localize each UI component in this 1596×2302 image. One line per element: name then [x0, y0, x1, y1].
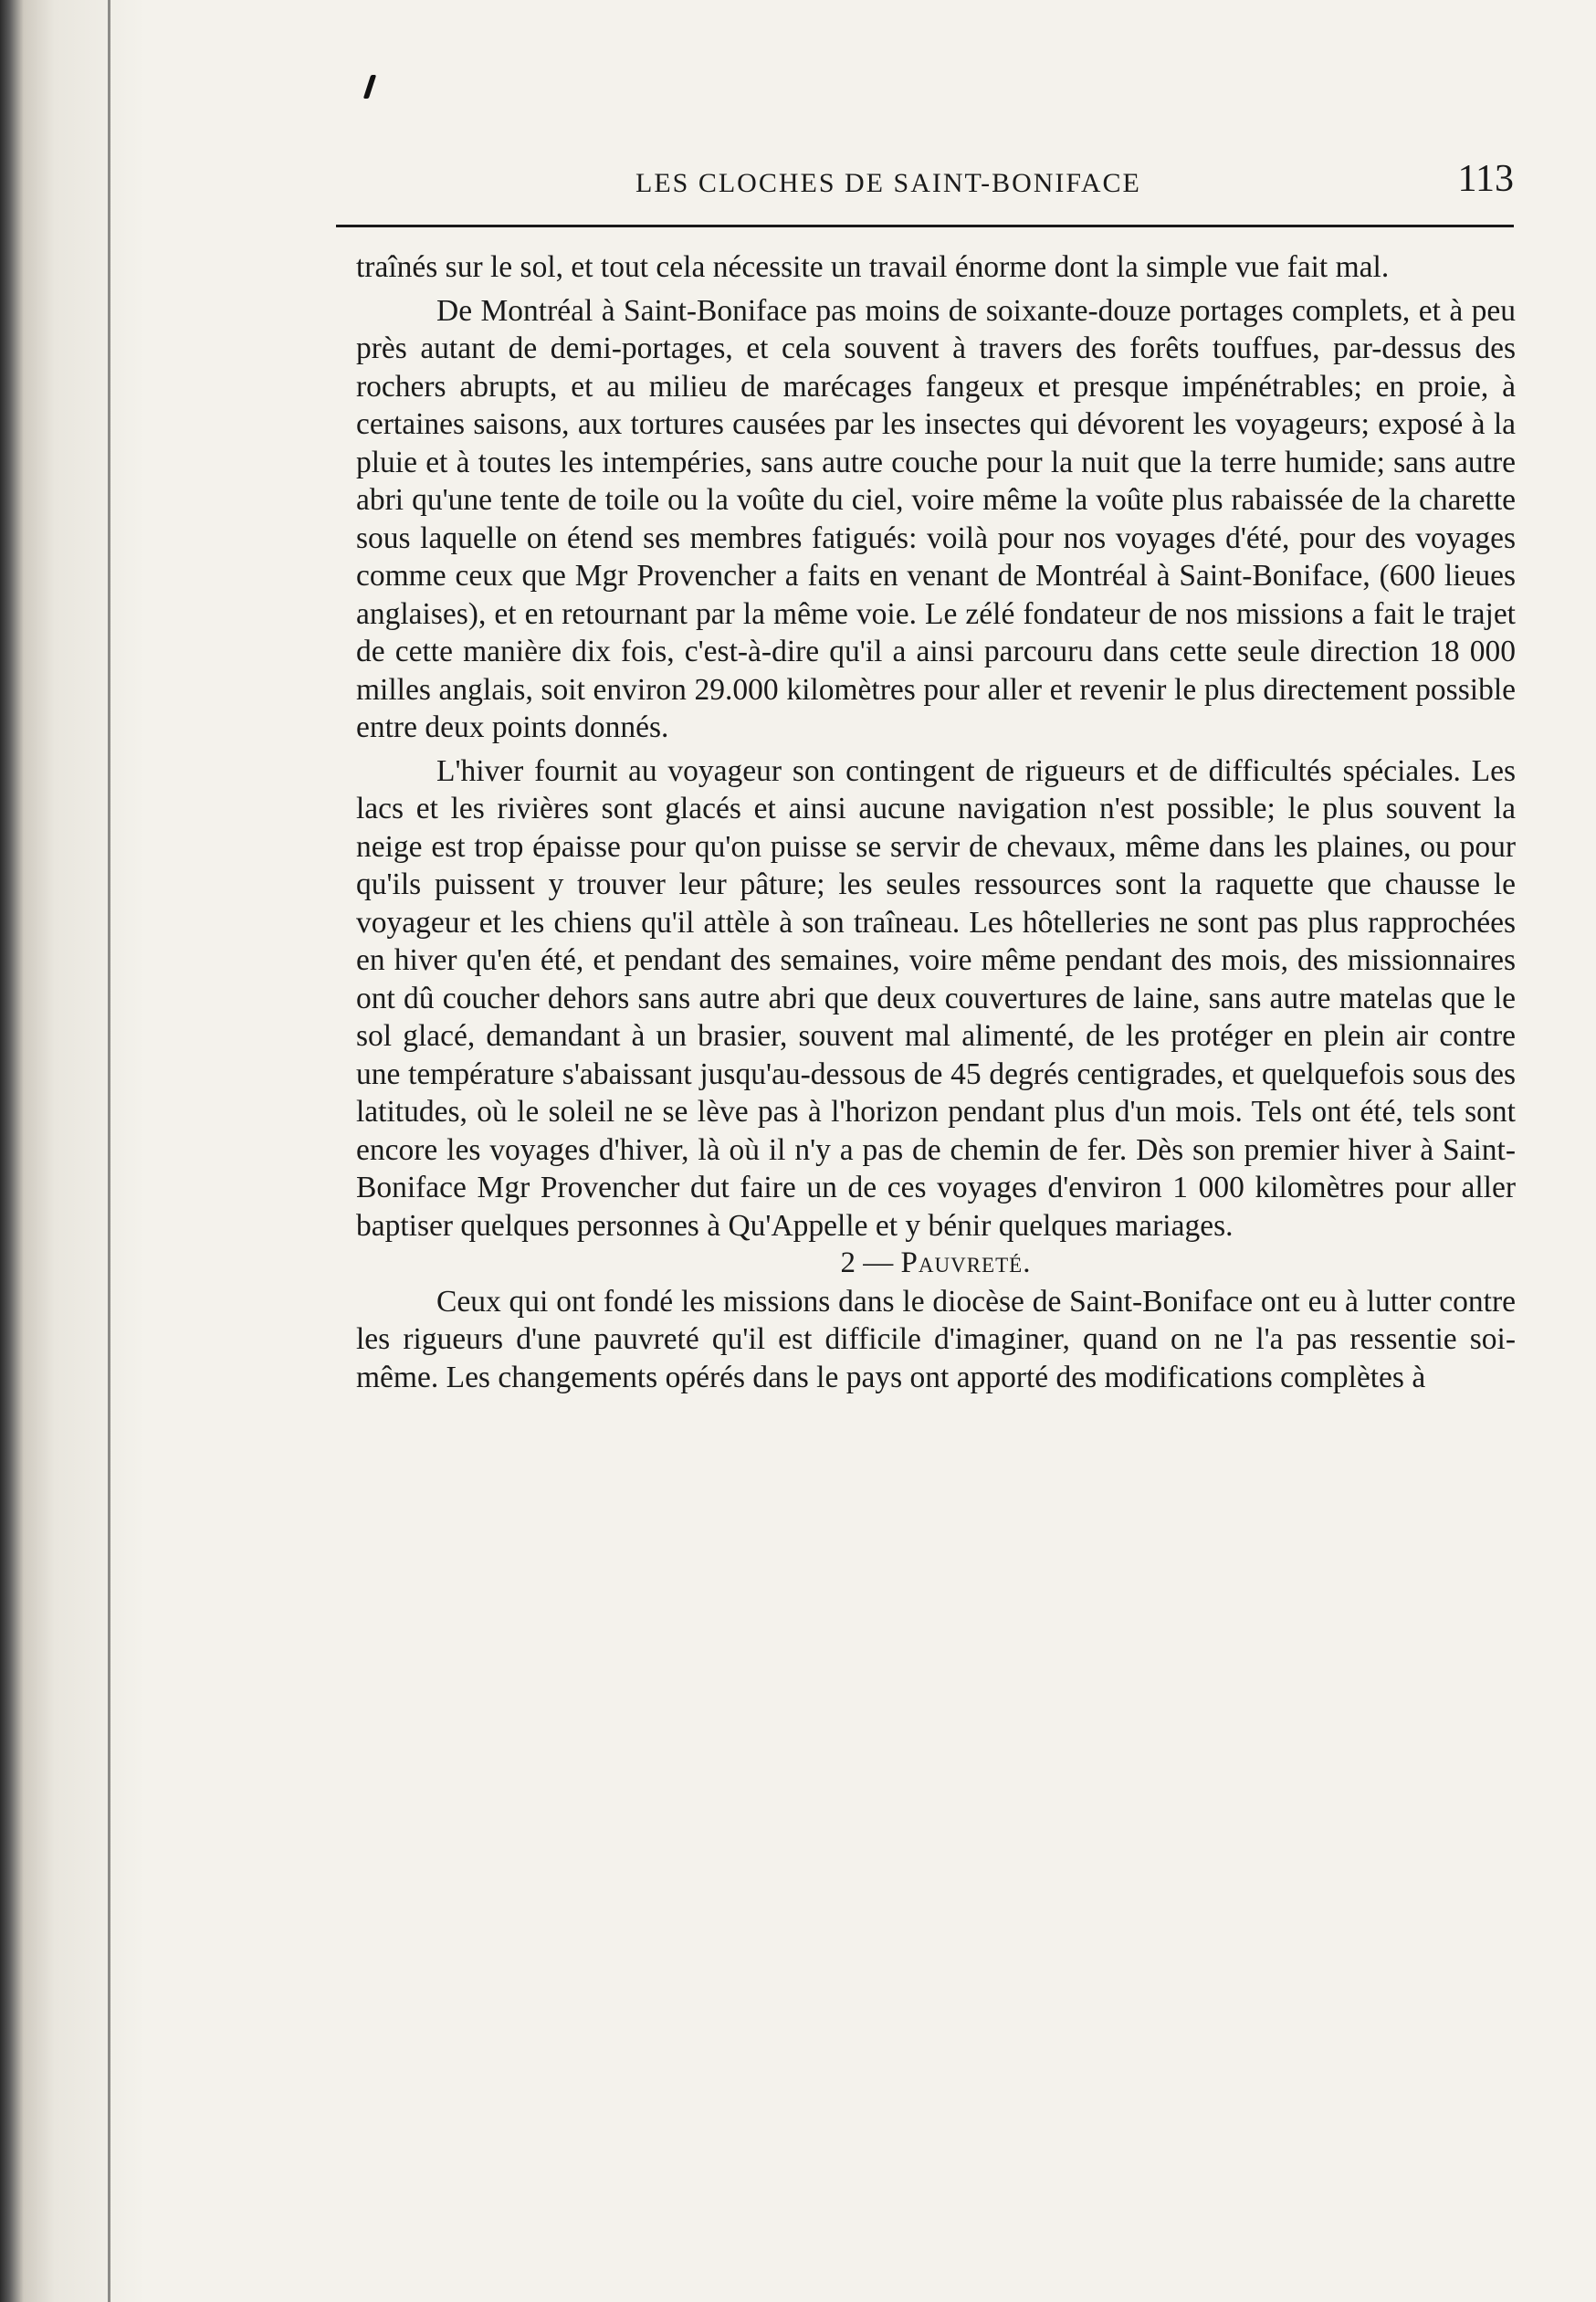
paragraph-summer-travel: De Montréal à Saint-Boniface pas moins de soixante-douze portages complets, et à peu près autant de demi-portages, et cela souvent à travers des forêts touffues, par-dessus des rochers abrupts, et au milieu de marécages fangeux et presque impénétrables; en proie, à certaines saisons, aux tortures causées par les insectes qui dévorent les voyageurs; exposé à la pluie et à toutes les intempéries, sans autre couche pour la nuit que la terre humide; sans autre abri qu'une tente de toile ou la voûte du ciel, voire même la voûte plus rabaissée de la charette sous laquelle on étend ses membres fatigués: voilà pour nos voyages d'été, pour des voyages comme ceux que Mgr Provencher a faits en venant de Montréal à Saint-Boniface, (600 lieues anglaises), et en retournant par la même voie. Le zélé fondateur de nos missions a fait le trajet de cette manière dix fois, c'est-à-dire qu'il a ainsi parcouru dans cette seule direction 18 000 milles anglais, soit environ 29.000 kilomètres pour aller et revenir le plus directement possible entre deux points donnés.: [356, 293, 1516, 744]
paragraph-continuation: traînés sur le sol, et tout cela nécessite un travail énorme dont la simple vue fait mal.: [356, 250, 1390, 284]
book-binding-shadow: [0, 0, 151, 2302]
section-number: 2 —: [840, 1246, 894, 1279]
page-number: 113: [1457, 158, 1514, 200]
header-rule: [336, 225, 1514, 227]
section-heading: [356, 1245, 1516, 1283]
page-header: [336, 153, 1514, 208]
paragraph-poverty: Ceux qui ont fondé les missions dans le diocèse de Saint-Boniface ont eu à lutter contre les rigueurs d'une pauvreté qu'il est difficile d'imaginer, quand on ne l'a pas ressentie soi-même. Les changements opérés dans le pays ont apporté des modifications complètes à: [356, 1284, 1516, 1394]
ink-mark: [363, 75, 376, 99]
section-title: Pauvreté.: [900, 1246, 1032, 1279]
running-title: LES CLOCHES DE SAINT-BONIFACE: [635, 168, 1141, 198]
paragraph-winter-travel: L'hiver fournit au voyageur son contingent de rigueurs et de difficultés spéciales. Les lacs et les rivières sont glacés et ainsi aucune navigation n'est possible; le plus souvent la neige est trop épaisse pour qu'on puisse se servir de chevaux, même dans les plaines, ou pour qu'ils puissent y trouver leur pâture; les seules ressources sont la raquette que chausse le voyageur et les chiens qu'il attèle à son traîneau. Les hôtelleries ne sont pas plus rapprochées en hiver qu'en été, et pendant des semaines, voire même pendant des mois, des missionnaires ont dû coucher dehors sans autre abri que deux couvertures de laine, sans autre matelas que le sol glacé, demandant à un brasier, souvent mal alimenté, de les protéger en plein air contre une température s'abaissant jusqu'au-dessous de 45 degrés centigrades, et quelquefois sous des latitudes, où le soleil ne se lève pas à l'horizon pendant plus d'un mois. Tels ont été, tels sont encore les voyages d'hiver, là où il n'y a pas de chemin de fer. Dès son premier hiver à Saint-Boniface Mgr Provencher dut faire un de ces voyages d'environ 1 000 kilomètres pour aller baptiser quelques personnes à Qu'Appelle et y bénir quelques mariages.: [356, 753, 1516, 1243]
binding-edge: [108, 0, 110, 2302]
body-text: [356, 248, 1516, 1396]
